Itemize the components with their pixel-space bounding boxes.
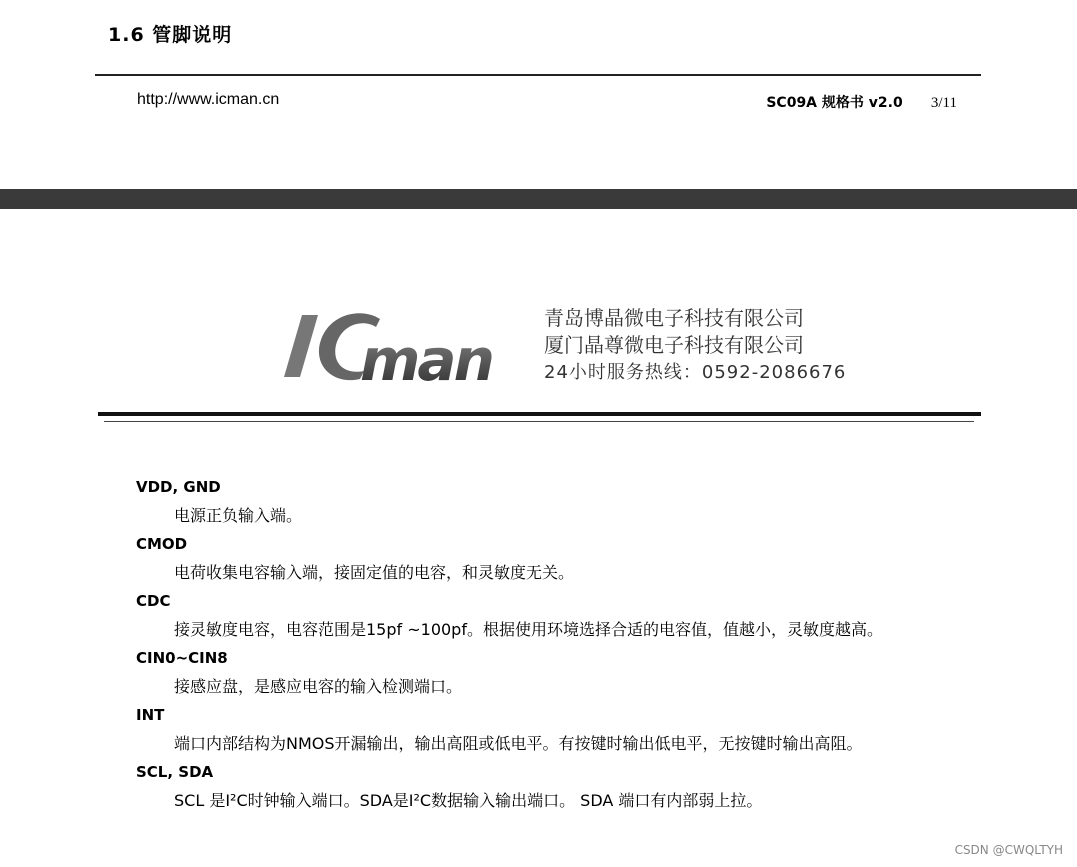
pin-entry	[136, 477, 1016, 534]
logo-rule-thick	[98, 412, 981, 416]
pin-name: CDC	[136, 592, 171, 610]
pin-description: 接感应盘，是感应电容的输入检测端口。	[174, 677, 463, 696]
doc-title: SC09A 规格书 v2.0	[766, 95, 903, 111]
pin-entry	[136, 648, 1016, 705]
company-hotline: 24小时服务热线：0592-2086676	[544, 362, 847, 383]
pin-entry	[136, 591, 1016, 648]
company-info	[544, 305, 846, 386]
pin-description: 接灵敏度电容，电容范围是15pf ~100pf。根据使用环境选择合适的电容值，值越小，灵敏度越高。	[174, 620, 883, 639]
pin-description: 电荷收集电容输入端，接固定值的电容，和灵敏度无关。	[174, 563, 575, 582]
pin-entry	[136, 534, 1016, 591]
page-number: 3/11	[930, 95, 957, 111]
svg-text:man: man	[360, 326, 492, 394]
company-line-2: 厦门晶尊微电子科技有限公司	[544, 333, 804, 357]
pin-name: SCL, SDA	[136, 763, 214, 781]
pin-list	[136, 477, 1016, 819]
section-title: 1.6 管脚说明	[108, 24, 233, 46]
header-url: http://www.icman.cn	[137, 91, 280, 108]
watermark: CSDN @CWQLTYH	[954, 843, 1063, 857]
company-line-1: 青岛博晶微电子科技有限公司	[544, 306, 804, 330]
company-logo	[272, 305, 847, 400]
pin-name: INT	[136, 706, 165, 724]
logo-rule-thin	[104, 421, 974, 422]
header-right	[766, 92, 957, 112]
icman-logo-icon	[272, 305, 534, 395]
pin-entry	[136, 762, 1016, 819]
pin-description: 电源正负输入端。	[174, 506, 303, 525]
pin-name: CMOD	[136, 535, 188, 553]
pin-description: 端口内部结构为NMOS开漏输出，输出高阻或低电平。有按键时输出低电平，无按键时输出高阻。	[174, 734, 863, 753]
page-break-band	[0, 189, 1077, 209]
pin-name: VDD, GND	[136, 478, 221, 496]
header-rule	[95, 74, 981, 76]
pin-description: SCL 是I²C时钟输入端口。SDA是I²C数据输入输出端口。 SDA 端口有内部弱上拉。	[174, 791, 763, 810]
pin-entry	[136, 705, 1016, 762]
pin-name: CIN0~CIN8	[136, 649, 228, 667]
